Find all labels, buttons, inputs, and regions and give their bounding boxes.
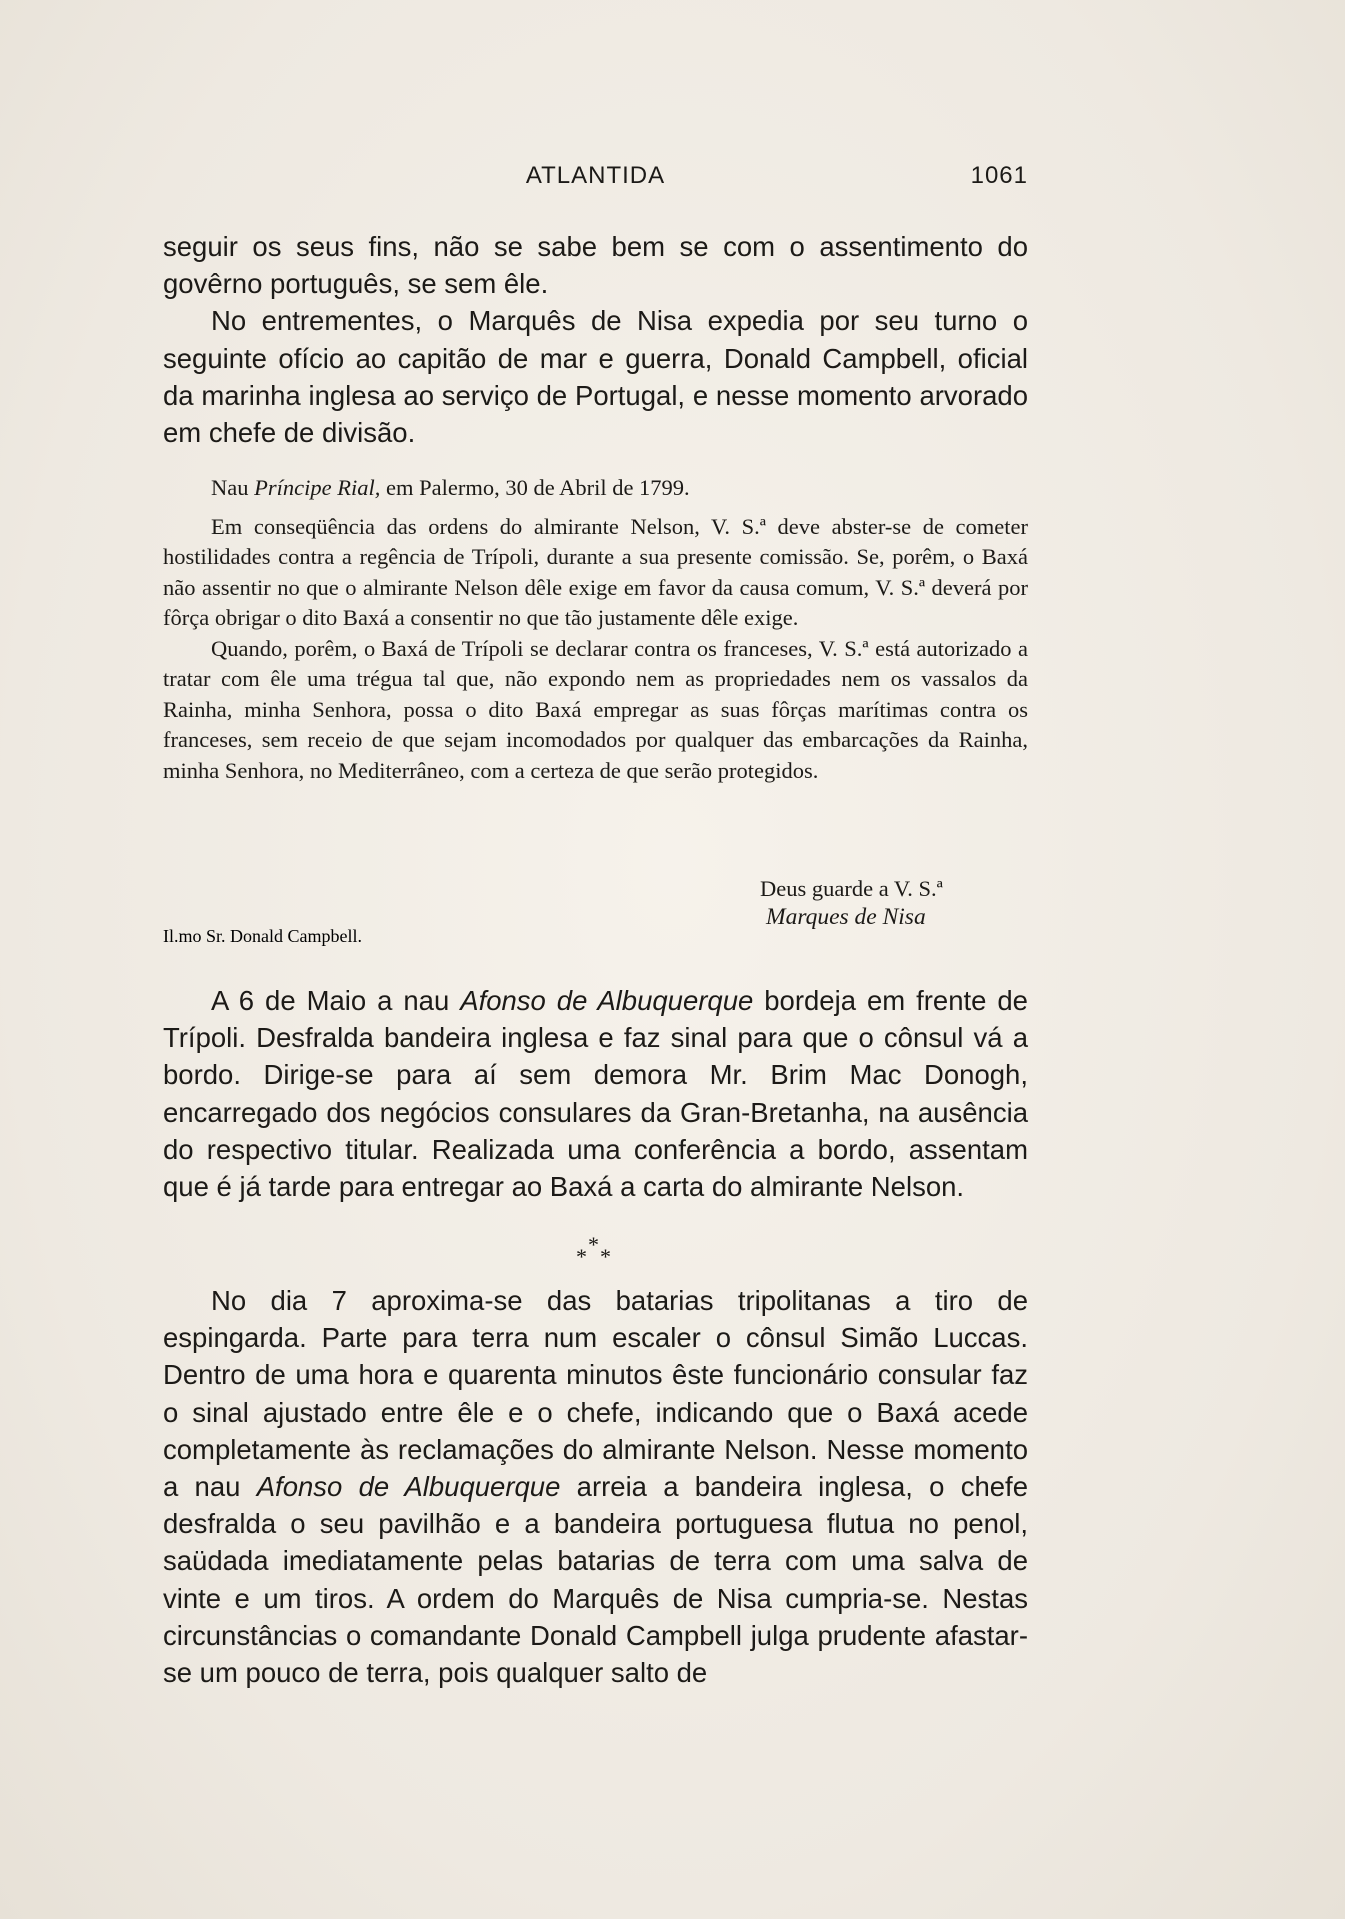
asterisk: * — [576, 1244, 587, 1269]
paragraph-continued: seguir os seus fins, não se sabe bem se com o assentimento do govêrno português, se sem êle. — [163, 231, 1028, 300]
opening-text — [163, 228, 1028, 451]
paragraph-marques-oficio: No entrementes, o Marquês de Nisa expedia por seu turno o seguinte ofício ao capitão de mar e guerra, Donald Campbell, oficial da marinha inglesa ao serviço de Portugal, e nesse momento arvorado em chefe de divisão. — [163, 305, 1028, 449]
page-header — [163, 162, 1028, 192]
document-signature: Marques de Nisa — [766, 904, 926, 930]
asterisk: * — [600, 1244, 611, 1269]
paragraph-dia-7 — [163, 1282, 1028, 1691]
paragraph-text: No dia 7 aproxima-se das batarias tripolitanas a tiro de espingarda. Parte para terra num escaler o cônsul Simão Luccas. Dentro de uma hora e quarenta minutos êste funcionário consular faz o sinal ajustado entre êle e o chefe, indicando que o Baxá acede completamente às reclamações do almirante Nelson. Nesse momento a nau — [163, 1285, 1028, 1503]
document-paragraph: Em conseqüência das ordens do almirante Nelson, V. S.ª deve abster-se de cometer hostilidades contra a regência de Trípoli, durante a sua presente comissão. Se, porêm, o Baxá não assentir no que o almirante Nelson dêle exige em favor da causa comum, V. S.ª deverá por fôrça obrigar o dito Baxá a consentir no que tão justamente dêle exige. — [163, 513, 1028, 630]
paragraph-text: bordeja em frente de Trípoli. Desfralda bandeira inglesa e faz sinal para que o cônsul vá a bordo. Dirige-se para aí sem demora Mr. Brim Mac Donogh, encarregado dos negócios consulares da Gran-Bretanha, na ausência do respectivo titular. Realizada uma conferência a bordo, assentam que é já tarde para entregar ao Baxá a carta do almirante Nelson. — [163, 985, 1028, 1203]
ship-name: Príncipe Rial, — [254, 475, 381, 500]
document-heading-place-date: em Palermo, 30 de Abril de 1799. — [380, 475, 690, 500]
document-addressee: Il.mo Sr. Donald Campbell. — [163, 926, 362, 946]
document-paragraph: Quando, porêm, o Baxá de Trípoli se declarar contra os franceses, V. S.ª está autorizado a tratar com êle uma trégua tal que, não expondo nem as propriedades nem os vassalos da Rainha, minha Senhora, possa o dito Baxá empregar as suas fôrças marítimas contra os franceses, sem receio de que sejam incomodados por qualquer das embarcações da Rainha, minha Senhora, no Mediterrâneo, com a certeza de que serão protegidos. — [163, 635, 1028, 783]
ship-name: Afonso de Albuquerque — [460, 985, 754, 1016]
paragraph-text: arreia a bandeira inglesa, o chefe desfralda o seu pavilhão e a bandeira portuguesa flutua no penol, saüdada imediatamente pelas batarias de terra com uma salva de vinte e um tiros. A ordem do Marquês de Nisa cumpria-se. Nestas circunstâncias o comandante Donald Campbell julga prudente afastar-se um pouco de terra, pois qualquer salto de — [163, 1471, 1028, 1689]
section-separator — [568, 1232, 628, 1268]
document-heading — [163, 473, 1028, 504]
document-heading-prefix: Nau — [211, 475, 255, 500]
narrative-section-2 — [163, 1282, 1028, 1691]
quoted-document — [163, 473, 1028, 786]
paragraph-text: A 6 de Maio a nau — [211, 985, 461, 1016]
paragraph-6-maio — [163, 982, 1028, 1205]
page-number: 1061 — [970, 162, 1028, 189]
ship-name: Afonso de Albuquerque — [256, 1471, 561, 1503]
narrative-section-1 — [163, 982, 1028, 1205]
asterisk: * — [588, 1232, 599, 1257]
running-title: ATLANTIDA — [525, 162, 666, 189]
document-greeting: Deus guarde a V. S.ª — [760, 876, 943, 901]
